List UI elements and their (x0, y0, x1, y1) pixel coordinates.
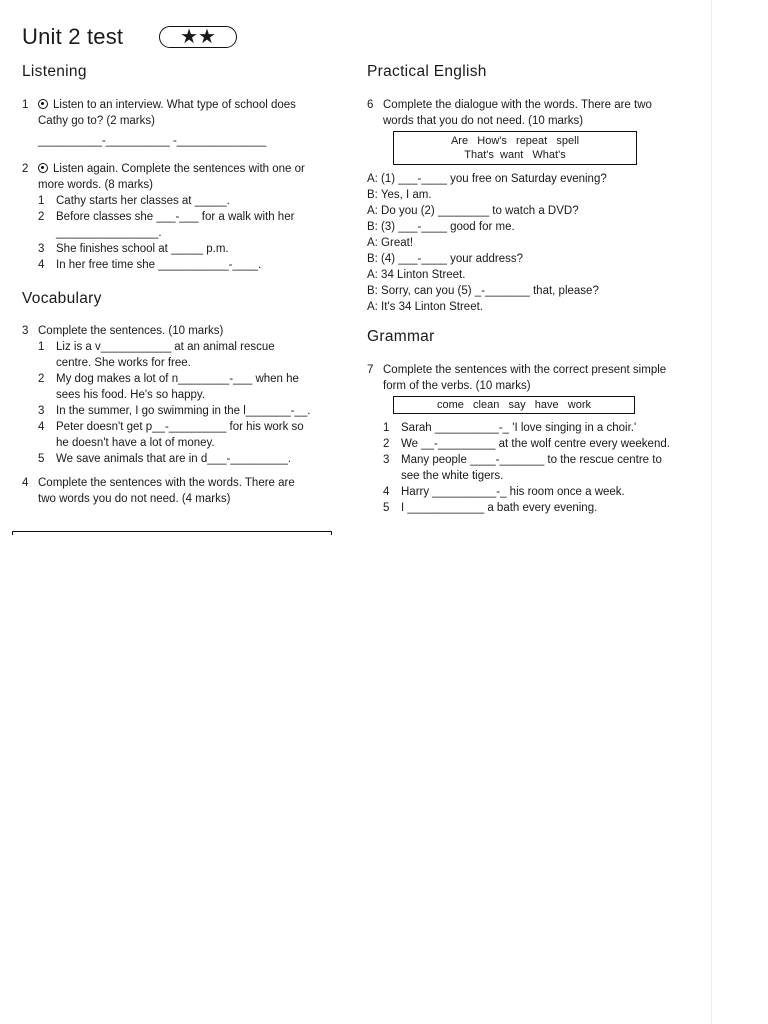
list-item: 2 Before classes she ___-___ for a walk with her ________________. (38, 211, 295, 239)
answer-line: __________-__________ -______________ (38, 135, 267, 147)
list-item: 4 In her free time she ___________-____. (38, 259, 262, 271)
dialogue-line: A: 34 Linton Street. (367, 269, 466, 281)
dialogue-line: B: Yes, I am. (367, 189, 432, 201)
dialogue-line: B: (3) ___-____ good for me. (367, 221, 515, 233)
list-item: 5 I ____________ a bath every evening. (383, 502, 598, 514)
question-6 (367, 97, 672, 129)
vocabulary-section (22, 323, 312, 507)
practical-english-heading: Practical English (367, 63, 487, 80)
listening-heading: Listening (22, 63, 87, 80)
list-item: 1 Cathy starts her classes at _____. (38, 195, 230, 207)
grammar-heading: Grammar (367, 328, 435, 345)
question-text: Listen to an interview. What type of school does Cathy go to? (2 marks) (38, 99, 296, 127)
dialogue-line: A: (1) ___-____ you free on Saturday evening? (367, 173, 607, 185)
word-box-row: Are How's repeat spell (450, 135, 580, 147)
grammar-section (367, 362, 672, 516)
question-text: Listen again. Complete the sentences with one or more words. (8 marks) (38, 163, 305, 191)
word-box: come clean say have work (393, 396, 635, 414)
list-item: 3 In the summer, I go swimming in the l_______-__. (38, 405, 311, 417)
question-number: 4 (22, 477, 29, 489)
word-box-outline (12, 531, 332, 535)
dialogue-line: B: Sorry, can you (5) _-_______ that, please? (367, 285, 599, 297)
question-3 (22, 323, 312, 339)
list-item: 5 We save animals that are in d___-_________. (38, 453, 292, 465)
dialogue-line: A: It's 34 Linton Street. (367, 301, 483, 313)
question-text: Complete the sentences. (10 marks) (38, 325, 224, 337)
list-item: 3 Many people ____-_______ to the rescue centre to see the white tigers. (383, 454, 662, 482)
question-text: Complete the sentences with the correct present simple form of the verbs. (10 marks) (383, 364, 667, 392)
question-4 (22, 475, 312, 507)
practical-english-section (367, 97, 672, 315)
question-number: 6 (367, 99, 374, 111)
vocabulary-heading: Vocabulary (22, 290, 102, 307)
audio-disc-icon (38, 163, 48, 173)
word-box-row: That's want What's (464, 149, 566, 161)
question-7 (367, 362, 672, 394)
test-page (0, 0, 712, 535)
question-1 (22, 97, 312, 129)
question-number: 2 (22, 163, 29, 175)
question-text: Complete the dialogue with the words. There are two words that you do not need. (10 marks) (383, 99, 652, 127)
question-text: Complete the sentences with the words. There are two words you do not need. (4 marks) (38, 477, 295, 505)
page-title: Unit 2 test (22, 24, 124, 49)
dialogue-line: A: Do you (2) ________ to watch a DVD? (367, 205, 579, 217)
audio-disc-icon (38, 99, 48, 109)
list-item: 1 Sarah __________-_ 'I love singing in a choir.' (383, 422, 637, 434)
word-box (393, 131, 637, 165)
list-item: 2 My dog makes a lot of n________-___ when he sees his food. He's so happy. (38, 373, 299, 401)
listening-section (22, 97, 312, 273)
list-item: 1 Liz is a v___________ at an animal rescue centre. She works for free. (38, 341, 275, 369)
list-item: 3 She finishes school at _____ p.m. (38, 243, 229, 255)
question-2 (22, 161, 312, 193)
list-item: 4 Peter doesn't get p__-_________ for his work so he doesn't have a lot of money. (38, 421, 304, 449)
difficulty-stars-badge: ★★ (159, 26, 237, 48)
question-number: 7 (367, 364, 374, 376)
page-edge-divider (711, 0, 712, 1024)
question-number: 1 (22, 99, 29, 111)
dialogue-line: A: Great! (367, 237, 414, 249)
question-number: 3 (22, 325, 29, 337)
dialogue-line: B: (4) ___-____ your address? (367, 253, 523, 265)
list-item: 2 We __-_________ at the wolf centre every weekend. (383, 438, 670, 450)
list-item: 4 Harry __________-_ his room once a week. (383, 486, 625, 498)
